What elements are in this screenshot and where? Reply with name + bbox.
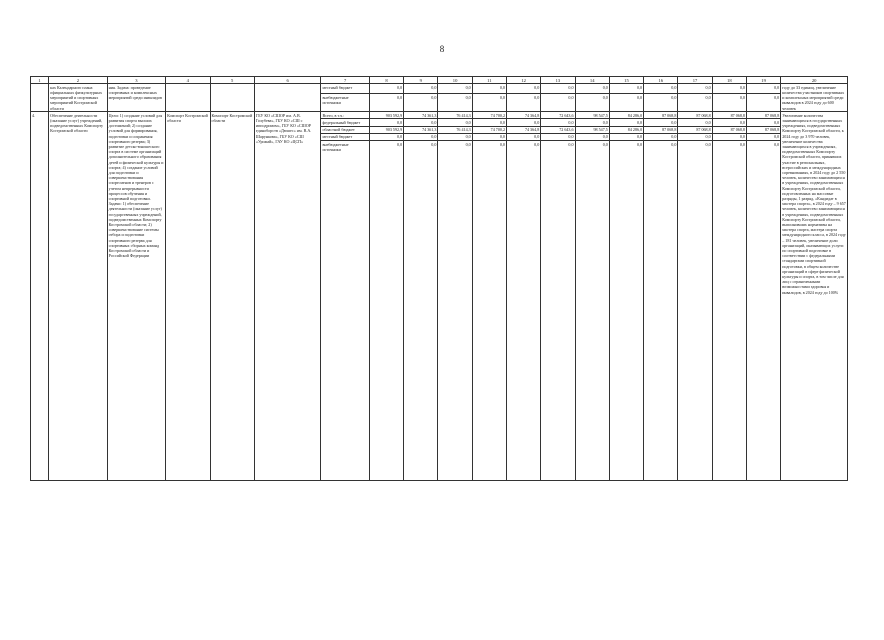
cell-goals: Цели: 1) создание условий для развития спорта высших достижений; 2) создание условий для формирования, подготовки и сохранения спортивного резерва; 3) развитие детско-юношеского спорта в системе организаций дополнительного образования детей и физической культуры и спорта; 4) создание условий для подготовки и совершенствования спортсменов и тренеров с учетом непрерывности процессов обучения и спортивной подготовки. Задачи: 1) обеспечение деятельности (оказание услуг) государственных учреждений, подведомственных Комспорту Костромской области; 2) совершенствование системы отбора и подготовки спортивного резерва для спортивных сборных команд Костромской области и Российской Федерации — [107, 112, 166, 481]
amount-cell: 0,0 — [746, 94, 780, 112]
amount-cell: 74 364,8 — [506, 126, 540, 133]
amount-cell: 0,0 — [541, 84, 575, 94]
cell-number: 4. — [31, 112, 49, 481]
column-number: 3 — [107, 77, 166, 84]
amount-cell: 0,0 — [746, 119, 780, 126]
amount-cell: 72 643,6 — [541, 112, 575, 119]
page-number: 8 — [439, 44, 445, 54]
column-number: 19 — [746, 77, 780, 84]
amount-cell: 87 068,8 — [712, 112, 746, 119]
amount-cell: 98 547,5 — [575, 112, 609, 119]
amount-cell: 0,0 — [438, 94, 472, 112]
amount-cell: 0,0 — [404, 94, 438, 112]
funding-source: внебюджетные источники — [321, 141, 369, 481]
amount-cell: 0,0 — [369, 141, 403, 481]
amount-cell: 0,0 — [541, 94, 575, 112]
table-row — [31, 112, 848, 119]
amount-cell: 0,0 — [472, 84, 506, 94]
cell-executor: Комспорт Костромской области — [210, 112, 254, 481]
column-number: 7 — [321, 77, 369, 84]
amount-cell: 76 414,3 — [438, 126, 472, 133]
amount-cell: 0,0 — [506, 133, 540, 140]
amount-cell: 0,0 — [644, 119, 678, 126]
amount-cell: 0,0 — [438, 133, 472, 140]
funding-source: внебюджетные источники — [321, 94, 369, 112]
column-number: 6 — [254, 77, 321, 84]
amount-cell: 0,0 — [438, 119, 472, 126]
amount-cell: 87 068,8 — [746, 112, 780, 119]
amount-cell: 0,0 — [712, 133, 746, 140]
column-number: 11 — [472, 77, 506, 84]
amount-cell: 0,0 — [609, 94, 643, 112]
amount-cell: 84 286,0 — [609, 126, 643, 133]
cell-result: году до 33 единиц, увеличение количества участников спортивных и комплексных мероприятий среди инвалидов в 2024 году до 600 человек — [781, 84, 848, 112]
cell-coordinator — [166, 84, 210, 112]
amount-cell: 84 286,0 — [609, 112, 643, 119]
amount-cell: 0,0 — [438, 84, 472, 94]
column-number: 1 — [31, 77, 49, 84]
column-number: 2 — [49, 77, 108, 84]
amount-cell: 0,0 — [472, 94, 506, 112]
amount-cell: 0,0 — [678, 94, 712, 112]
amount-cell: 0,0 — [746, 141, 780, 481]
amount-cell: 0,0 — [712, 84, 746, 94]
column-number: 16 — [644, 77, 678, 84]
amount-cell: 74 361,3 — [404, 112, 438, 119]
amount-cell: 0,0 — [712, 141, 746, 481]
amount-cell: 0,0 — [404, 141, 438, 481]
amount-cell: 903 592,9 — [369, 126, 403, 133]
amount-cell: 0,0 — [712, 119, 746, 126]
column-number: 20 — [781, 77, 848, 84]
amount-cell: 0,0 — [746, 84, 780, 94]
column-number: 18 — [712, 77, 746, 84]
amount-cell: 0,0 — [575, 119, 609, 126]
amount-cell: 87 068,8 — [678, 126, 712, 133]
amount-cell: 87 068,8 — [746, 126, 780, 133]
amount-cell: 0,0 — [575, 94, 609, 112]
amount-cell: 87 068,8 — [712, 126, 746, 133]
cell-name: ках Календарного плана официальных физкультурных мероприятий и спортивных мероприятий Костромской области — [49, 84, 108, 112]
funding-source: федеральный бюджет — [321, 119, 369, 126]
funding-source: местный бюджет — [321, 84, 369, 94]
amount-cell: 87 068,8 — [644, 112, 678, 119]
amount-cell: 0,0 — [369, 119, 403, 126]
amount-cell: 0,0 — [369, 84, 403, 94]
amount-cell: 74 361,3 — [404, 126, 438, 133]
cell-participants — [254, 84, 321, 112]
amount-cell: 74 364,8 — [506, 112, 540, 119]
amount-cell: 0,0 — [506, 141, 540, 481]
amount-cell: 0,0 — [404, 119, 438, 126]
amount-cell: 0,0 — [438, 141, 472, 481]
amount-cell: 76 414,3 — [438, 112, 472, 119]
amount-cell: 0,0 — [506, 84, 540, 94]
funding-source: областной бюджет — [321, 126, 369, 133]
column-number: 10 — [438, 77, 472, 84]
funding-source: Всего, в т.ч.: — [321, 112, 369, 119]
amount-cell: 0,0 — [678, 84, 712, 94]
table-row — [31, 84, 848, 94]
column-number: 12 — [506, 77, 540, 84]
cell-goals: ния. Задача: проведение спортивных и комплексных мероприятий среди инвалидов — [107, 84, 166, 112]
amount-cell: 0,0 — [712, 94, 746, 112]
cell-coordinator: Комспорт Костромской области — [166, 112, 210, 481]
column-number: 15 — [609, 77, 643, 84]
amount-cell: 0,0 — [609, 133, 643, 140]
amount-cell: 0,0 — [575, 141, 609, 481]
amount-cell: 0,0 — [575, 133, 609, 140]
amount-cell: 0,0 — [369, 94, 403, 112]
amount-cell: 0,0 — [506, 94, 540, 112]
amount-cell: 0,0 — [746, 133, 780, 140]
amount-cell: 0,0 — [472, 141, 506, 481]
amount-cell: 0,0 — [678, 119, 712, 126]
amount-cell: 74 700,2 — [472, 126, 506, 133]
amount-cell: 0,0 — [644, 133, 678, 140]
amount-cell: 0,0 — [644, 84, 678, 94]
amount-cell: 0,0 — [472, 119, 506, 126]
amount-cell: 0,0 — [678, 141, 712, 481]
column-number: 5 — [210, 77, 254, 84]
amount-cell: 0,0 — [678, 133, 712, 140]
cell-executor — [210, 84, 254, 112]
amount-cell: 0,0 — [541, 133, 575, 140]
column-number: 14 — [575, 77, 609, 84]
amount-cell: 0,0 — [575, 84, 609, 94]
cell-participants: ГБУ КО «СШОР им. А.В. Голубева», ГБУ КО «СШ с ипподромом», ГБУ КО «СШОР единоборств «Дюшес» им. В.А. Шарункова», ГБУ КО «СШ «Урожай», ГАУ КО «ЦСП» — [254, 112, 321, 481]
amount-cell: 0,0 — [404, 84, 438, 94]
funding-source: местный бюджет — [321, 133, 369, 140]
amount-cell: 0,0 — [541, 141, 575, 481]
amount-cell: 0,0 — [506, 119, 540, 126]
amount-cell: 0,0 — [644, 141, 678, 481]
amount-cell: 0,0 — [541, 119, 575, 126]
header-row — [31, 77, 848, 84]
column-number: 17 — [678, 77, 712, 84]
amount-cell: 0,0 — [472, 133, 506, 140]
amount-cell: 0,0 — [609, 141, 643, 481]
amount-cell: 87 068,8 — [644, 126, 678, 133]
amount-cell: 98 547,5 — [575, 126, 609, 133]
column-number: 4 — [166, 77, 210, 84]
amount-cell: 0,0 — [609, 84, 643, 94]
amount-cell: 0,0 — [644, 94, 678, 112]
column-number: 13 — [541, 77, 575, 84]
column-number: 9 — [404, 77, 438, 84]
column-number: 8 — [369, 77, 403, 84]
amount-cell: 72 643,6 — [541, 126, 575, 133]
amount-cell: 0,0 — [369, 133, 403, 140]
amount-cell: 0,0 — [609, 119, 643, 126]
amount-cell: 74 700,2 — [472, 112, 506, 119]
cell-result: Увеличение количества занимающихся в государственных учреждениях, подведомственных Комспорту Костромской области, к 2024 году до 3 970 человек, увеличение количества занимающихся в учреждениях, подведомственных Комспорту Костромской области, принявших участие в региональных, всероссийских и международных соревнованиях, в 2024 году до 2 550 человек, количество занимающихся в учреждениях, подведомственных Комспорту Костромской области, подготовленных на массовые разряды, 1 разряд, «Кандидат в мастера спорта», в 2024 году – 9 657 человек, количество занимающихся в учреждениях, подведомственных Комспорту Костромской области, выполнивших нормативы на мастера спорта, мастера спорта международного класса, в 2024 году – 181 человек, увеличение доли организаций, оказывающих услуги по спортивной подготовке в соответствии с федеральными стандартами спортивной подготовки, в общем количестве организаций в сфере физической культуры и спорта, в том числе для лиц с ограниченными возможностями здоровья и инвалидов, в 2024 году до 100% — [781, 112, 848, 481]
amount-cell: 0,0 — [404, 133, 438, 140]
cell-name: Обеспечение деятельности (оказание услуг) учреждений, подведомственных Комспорту Костромской области — [49, 112, 108, 481]
amount-cell: 903 592,9 — [369, 112, 403, 119]
amount-cell: 87 068,8 — [678, 112, 712, 119]
program-table — [30, 76, 848, 481]
cell-number — [31, 84, 49, 112]
